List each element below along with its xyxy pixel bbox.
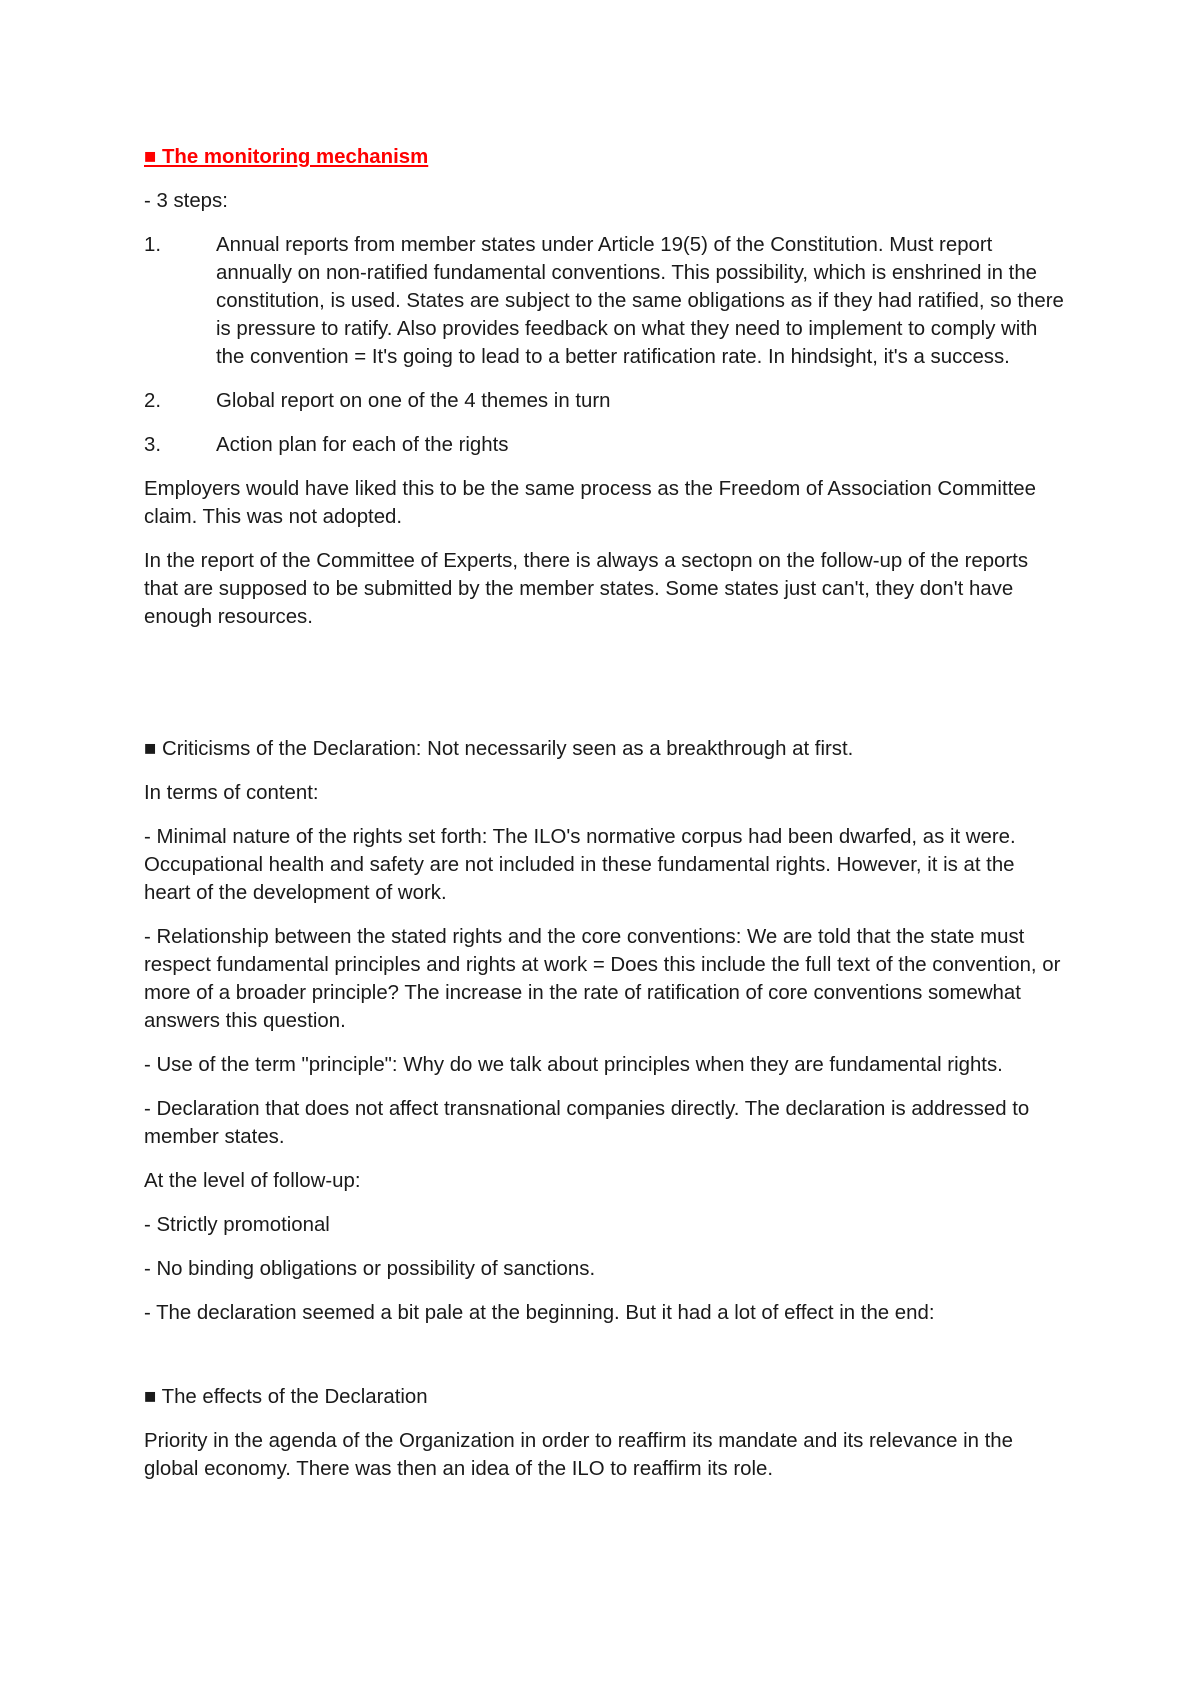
list-item: - Use of the term "principle": Why do we talk about principles when they are fundamental rights. bbox=[144, 1054, 1003, 1076]
list-item: - Minimal nature of the rights set forth: The ILO's normative corpus had been dwarfed, as it were. Occupational health and safety are not included in these fundamental rights. However, it is at the heart of the development of work. bbox=[144, 826, 1016, 904]
item-text: Annual reports from member states under Article 19(5) of the Constitution. Must report annually on non-ratified fundamental conventions. This possibility, which is enshrined in the constitution, is used. States are subject to the same obligations as if they had ratified, so there is pressure to ratify. Also provides feedback on what they need to implement to comply with the convention = It's going to lead to a better ratification rate. In hindsight, it's a success. bbox=[216, 234, 1064, 368]
item-text: Action plan for each of the rights bbox=[216, 434, 509, 456]
item-number: 3. bbox=[144, 434, 162, 456]
list-item: - The declaration seemed a bit pale at the beginning. But it had a lot of effect in the end: bbox=[144, 1302, 935, 1324]
item-number: 1. bbox=[144, 234, 162, 256]
list-item: - Strictly promotional bbox=[144, 1214, 330, 1236]
paragraph: Priority in the agenda of the Organization in order to reaffirm its mandate and its relevance in the global economy. There was then an idea of the ILO to reaffirm its role. bbox=[144, 1430, 1013, 1480]
list-item: - Declaration that does not affect transnational companies directly. The declaration is addressed to member states. bbox=[144, 1098, 1030, 1148]
item-text: Global report on one of the 4 themes in turn bbox=[216, 390, 611, 412]
list-item: - Relationship between the stated rights and the core conventions: We are told that the state must respect fundamental principles and rights at work = Does this include the full text of the convention, or more of a broader principle? The increase in the rate of ratification of core conventions somewhat answers this question. bbox=[144, 926, 1061, 1032]
section-heading-effects: ■ The effects of the Declaration bbox=[144, 1386, 428, 1408]
paragraph: In the report of the Committee of Experts, there is always a sectopn on the follow-up of the reports that are supposed to be submitted by the member states. Some states just can't, they don't have enough resources. bbox=[144, 550, 1029, 628]
paragraph: Employers would have liked this to be the same process as the Freedom of Association Committee claim. This was not adopted. bbox=[144, 478, 1036, 528]
blank-space bbox=[144, 647, 1065, 735]
numbered-item bbox=[144, 431, 1065, 459]
steps-intro: - 3 steps: bbox=[144, 190, 228, 212]
blank-space bbox=[144, 1343, 1065, 1383]
numbered-item bbox=[144, 231, 1065, 371]
list-item: - No binding obligations or possibility of sanctions. bbox=[144, 1258, 596, 1280]
paragraph: At the level of follow-up: bbox=[144, 1170, 361, 1192]
numbered-item bbox=[144, 387, 1065, 415]
section-heading-monitoring: ■ The monitoring mechanism bbox=[144, 146, 429, 168]
section-heading-criticisms: ■ Criticisms of the Declaration: Not necessarily seen as a breakthrough at first. bbox=[144, 738, 854, 760]
paragraph: In terms of content: bbox=[144, 782, 319, 804]
item-number: 2. bbox=[144, 390, 162, 412]
